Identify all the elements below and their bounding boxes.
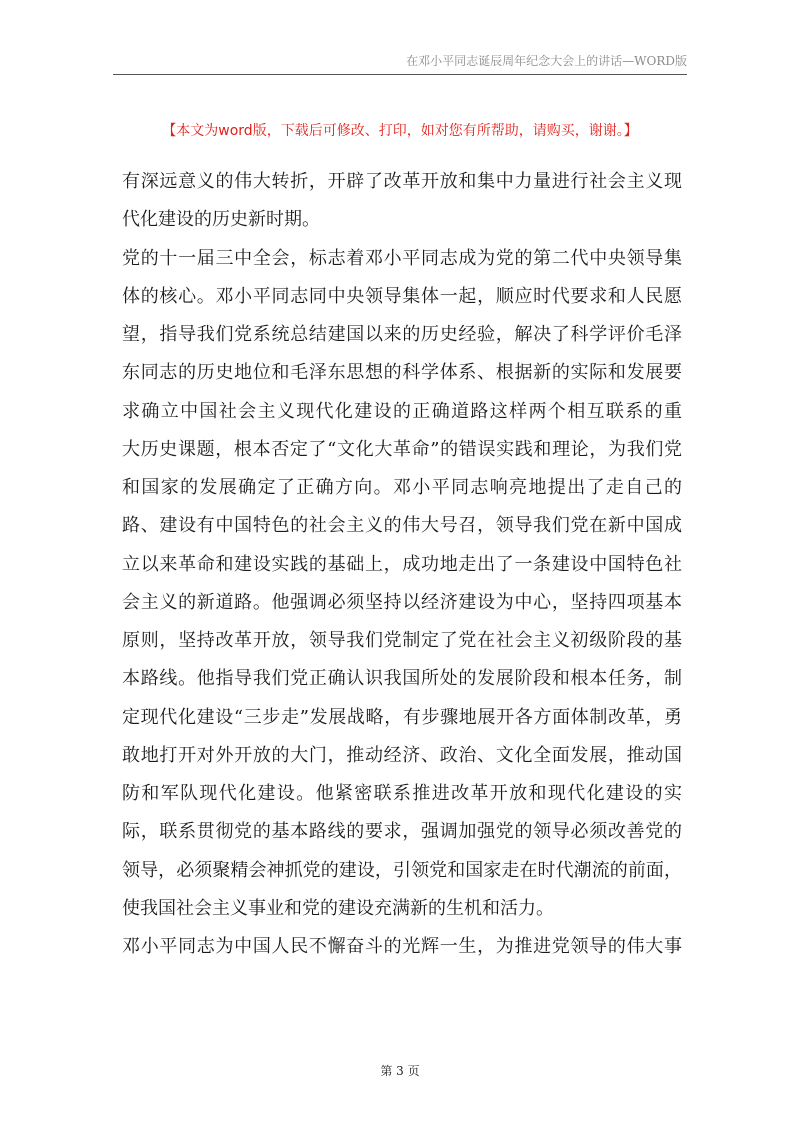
text-line: 体的核心。邓小平同志同中央领导集体一起，顺应时代要求和人民愿 bbox=[122, 285, 682, 307]
text-line: 党的十一届三中全会，标志着邓小平同志成为党的第二代中央领导集 bbox=[122, 247, 682, 269]
text-line: 领导，必须聚精会神抓党的建设，引领党和国家走在时代潮流的前面， bbox=[122, 859, 682, 881]
text-line: 望，指导我们党系统总结建国以来的历史经验，解决了科学评价毛泽 bbox=[122, 324, 682, 345]
text-line: 路、建设有中国特色的社会主义的伟大号召，领导我们党在新中国成 bbox=[122, 515, 682, 537]
document-body bbox=[122, 163, 682, 966]
text-line: 和国家的发展确定了正确方向。邓小平同志响亮地提出了走自己的 bbox=[122, 477, 682, 498]
text-line: 防和军队现代化建设。他紧密联系推进改革开放和现代化建设的实 bbox=[122, 783, 682, 804]
page-number: 第 3 页 bbox=[380, 1064, 420, 1078]
text-line: 邓小平同志为中国人民不懈奋斗的光辉一生，为推进党领导的伟大事 bbox=[122, 936, 682, 957]
text-line: 立以来革命和建设实践的基础上，成功地走出了一条建设中国特色社 bbox=[122, 553, 682, 575]
text-line: 求确立中国社会主义现代化建设的正确道路这样两个相互联系的重 bbox=[122, 400, 682, 422]
text-line: 东同志的历史地位和毛泽东思想的科学体系、根据新的实际和发展要 bbox=[122, 362, 682, 384]
text-line: 会主义的新道路。他强调必须坚持以经济建设为中心，坚持四项基本 bbox=[122, 591, 682, 613]
text-line: 代化建设的历史新时期。 bbox=[122, 209, 320, 231]
document-header-title: 在邓小平同志诞辰周年纪念大会上的讲话—WORD版 bbox=[406, 54, 687, 68]
text-line: 使我国社会主义事业和党的建设充满新的生机和活力。 bbox=[122, 897, 554, 919]
text-line: 有深远意义的伟大转折，开辟了改革开放和集中力量进行社会主义现 bbox=[122, 171, 682, 192]
text-line: 原则，坚持改革开放，领导我们党制定了党在社会主义初级阶段的基 bbox=[122, 630, 682, 651]
download-notice: 【本文为word版，下载后可修改、打印，如对您有所帮助，请购买，谢谢。】 bbox=[162, 123, 638, 139]
text-line: 际，联系贯彻党的基本路线的要求，强调加强党的领导必须改善党的 bbox=[122, 821, 682, 843]
text-line: 定现代化建设“三步走”发展战略，有步骤地展开各方面体制改革，勇 bbox=[122, 706, 682, 728]
text-line: 大历史课题，根本否定了“文化大革命”的错误实践和理论，为我们党 bbox=[122, 438, 682, 460]
text-line: 敢地打开对外开放的大门，推动经济、政治、文化全面发展，推动国 bbox=[122, 744, 682, 766]
text-line: 本路线。他指导我们党正确认识我国所处的发展阶段和根本任务，制 bbox=[122, 668, 682, 690]
header-divider bbox=[113, 74, 687, 75]
